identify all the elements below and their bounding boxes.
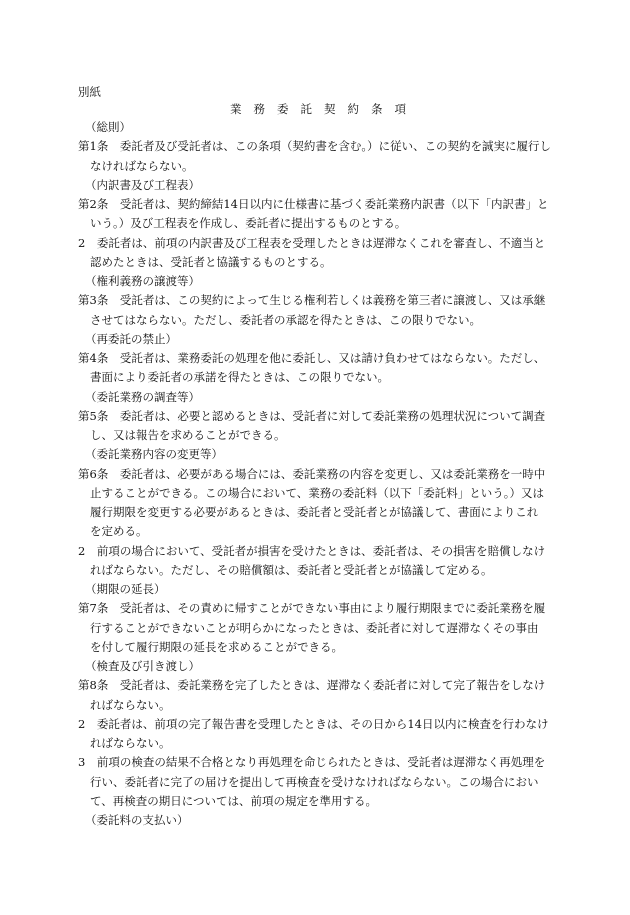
article-6-line: 第6条 委託者は、必要がある場合には、委託業務の内容を変更し、又は委託業務を一時中 xyxy=(78,466,546,481)
article-1 xyxy=(78,118,558,176)
document-title: 業務委託契約条項 xyxy=(230,102,418,116)
article-2 xyxy=(78,176,558,272)
article-6-line: 履行期限を変更する必要があるときは、委託者と受託者とが協議して、書面によりこれ xyxy=(90,505,539,519)
article-7-line: を付して履行期限の延長を求めることができる。 xyxy=(90,639,343,654)
article-7-line: 行することができないことが明らかになったときは、委託者に対して遅滞なくその事由 xyxy=(90,620,539,635)
article-5-line: 第5条 委託者は、必要と認めるときは、受託者に対して委託業務の処理状況について調査 xyxy=(78,408,546,423)
article-5 xyxy=(78,388,558,446)
article-8-line: ればならない。 xyxy=(90,697,171,712)
article-8-item-3-line: て、再検査の期日については、前項の規定を準用する。 xyxy=(90,793,378,808)
article-4-heading: （再委託の禁止） xyxy=(85,331,177,346)
article-3 xyxy=(78,272,558,330)
article-3-heading: （権利義務の譲渡等） xyxy=(85,274,200,288)
article-6-line: を定める。 xyxy=(90,524,148,539)
article-7-line: 第7条 受託者は、その責めに帰すことができない事由により履行期限までに委託業務を履 xyxy=(78,601,546,616)
article-8 xyxy=(78,657,558,811)
document-body xyxy=(78,84,558,830)
article-4-line: 第4条 受託者は、業務委託の処理を他に委託し、又は請け負わせてはならない。ただし、 xyxy=(78,351,546,365)
article-4-line: 書面により委託者の承諾を得たときは、この限りでない。 xyxy=(90,370,389,385)
article-2-item-2-line: 認めたときは、受託者と協議するものとする。 xyxy=(90,254,332,269)
article-6-item-2-line: ればならない。ただし、その賠償額は、委託者と受託者とが協議して定める。 xyxy=(90,562,493,577)
article-8-item-3-line: 3 前項の検査の結果不合格となり再処理を命じられたときは、受託者は遅滞なく再処理を xyxy=(78,755,546,770)
article-9 xyxy=(78,811,558,830)
article-9-heading: （委託料の支払い） xyxy=(85,813,189,827)
article-6-line: 止することができる。この場合において、業務の委託料（以下「委託料」という。）又は xyxy=(90,485,545,500)
article-2-line: いう。）及び工程表を作成し、委託者に提出するものとする。 xyxy=(90,216,407,231)
article-4 xyxy=(78,330,558,388)
article-1-line: 第1条 委託者及び受託者は、この条項（契約書を含む。）に従い、この契約を誠実に履行し xyxy=(78,139,552,154)
article-8-item-3-line: 行い、委託者に完了の届けを提出して再検査を受けなければならない。この場合におい xyxy=(90,774,539,789)
article-6-heading: （委託業務内容の変更等） xyxy=(85,447,223,462)
article-3-line: 第3条 受託者は、この契約によって生じる権利若しくは義務を第三者に譲渡し、又は承継 xyxy=(78,293,546,308)
article-6 xyxy=(78,445,558,580)
article-2-item-2-line: 2 委託者は、前項の内訳書及び工程表を受理したときは遅滞なくこれを審査し、不適当と xyxy=(78,235,546,250)
article-5-line: し、又は報告を求めることができる。 xyxy=(90,428,286,442)
article-5-heading: （委託業務の調査等） xyxy=(85,389,200,404)
article-7-heading: （期限の延長） xyxy=(85,582,166,596)
article-1-line: なければならない。 xyxy=(90,158,194,173)
article-2-heading: （内訳書及び工程表） xyxy=(85,177,200,192)
article-8-line: 第8条 受託者は、委託業務を完了したときは、遅滞なく委託者に対して完了報告をしなけ xyxy=(78,678,546,693)
article-1-heading: （総則） xyxy=(85,120,131,134)
article-2-line: 第2条 受託者は、契約締結14日以内に仕様書に基づく委託業務内訳書（以下「内訳書」と xyxy=(78,197,549,211)
article-7 xyxy=(78,580,558,657)
attachment-label: 別紙 xyxy=(78,85,101,99)
article-3-line: させてはならない。ただし、委託者の承認を得たときは、この限りでない。 xyxy=(90,312,481,327)
article-8-item-2-line: 2 委託者は、前項の完了報告書を受理したときは、その日から14日以内に検査を行わなけ xyxy=(78,716,549,731)
article-6-item-2-line: 2 前項の場合において、受託者が損害を受けたときは、委託者は、その損害を賠償しなけ xyxy=(78,543,546,558)
article-8-heading: （検査及び引き渡し） xyxy=(85,659,200,673)
article-8-item-2-line: ればならない。 xyxy=(90,736,171,750)
